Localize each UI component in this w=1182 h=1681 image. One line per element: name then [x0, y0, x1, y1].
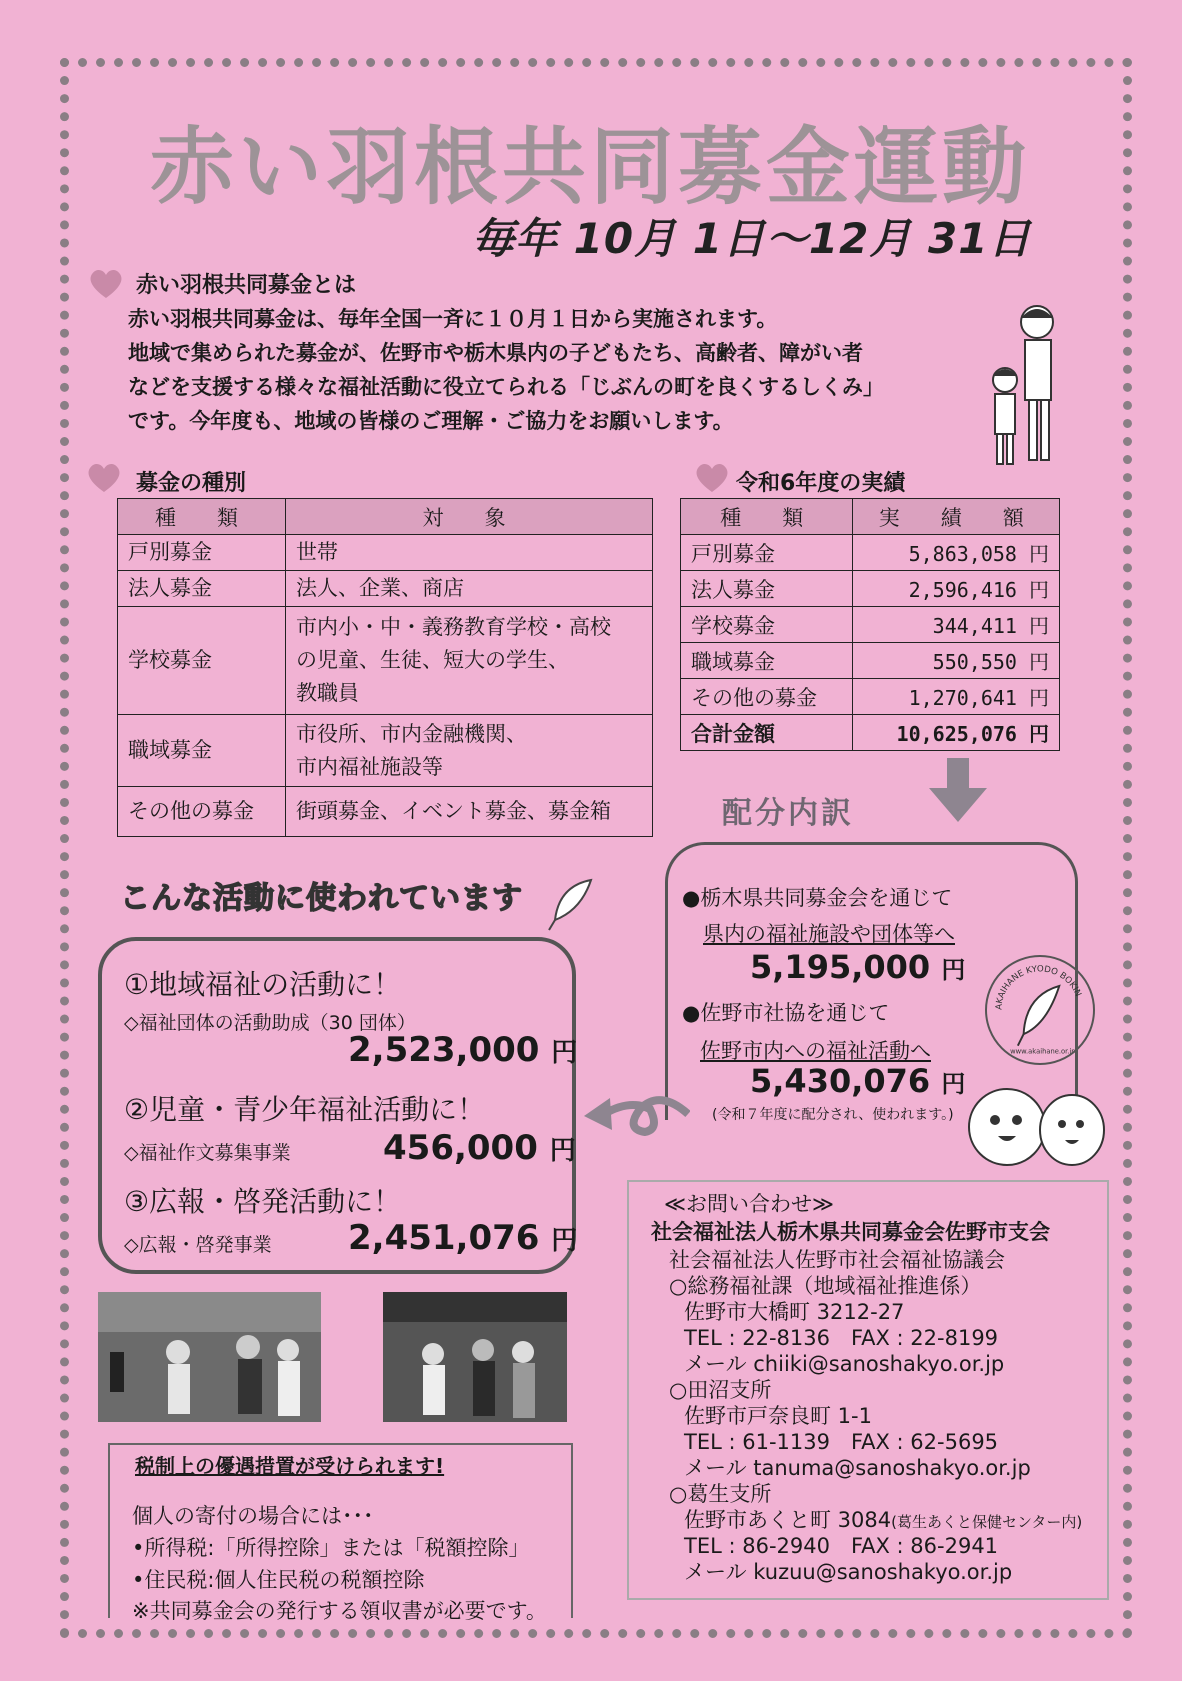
logo-url: www.akaihane.or.jp	[1010, 1047, 1076, 1056]
street-fundraising-photo	[98, 1292, 321, 1422]
type-cell: 学校募金	[118, 607, 286, 715]
office-name: ○田沼支所	[669, 1378, 772, 1402]
curved-arrow-left-icon	[580, 1084, 690, 1144]
amount-value: 2,523,000	[348, 1030, 540, 1070]
target-line: の児童、生徒、短大の学生、	[296, 648, 569, 672]
total-label: 合計金額	[681, 715, 853, 751]
address-text: 佐野市あくと町 3084	[684, 1508, 892, 1532]
office-email[interactable]: メール tanuma@sanoshakyo.or.jp	[684, 1456, 1031, 1480]
amount-value: 456,000	[383, 1128, 538, 1168]
arrow-down-icon	[925, 758, 991, 824]
office-phone: TEL : 86-2940 FAX : 86-2941	[684, 1534, 999, 1558]
distribution-amount-2	[750, 1062, 965, 1100]
table-row	[118, 607, 653, 715]
red-feather-logo	[985, 955, 1095, 1065]
activity-amount	[348, 1030, 577, 1070]
mascot-characters-illustration	[962, 1072, 1112, 1168]
office-phone: TEL : 61-1139 FAX : 62-5695	[684, 1430, 999, 1454]
heart-icon	[88, 266, 124, 300]
page-title: 赤い羽根共同募金運動	[150, 118, 1031, 216]
target-cell: 街頭募金、イベント募金、募金箱	[286, 787, 653, 837]
distribution-note: (令和７年度に配分され、使われます。)	[712, 1107, 954, 1123]
target-cell: 世帯	[286, 535, 653, 571]
about-line: 地域で集められた募金が、佐野市や栃木県内の子どもたち、高齢者、障がい者	[128, 341, 863, 365]
activities-title: こんな活動に使われています	[120, 881, 523, 916]
results-heading: 令和6年度の実績	[736, 471, 906, 496]
address-note: (葛生あくと保健センター内)	[891, 1513, 1083, 1531]
column-header: 対 象	[286, 499, 653, 535]
yen-label: 円	[941, 956, 966, 984]
table-row	[681, 679, 1060, 715]
contact-heading: ≪お問い合わせ≫	[664, 1192, 834, 1216]
table-row	[681, 643, 1060, 679]
type-cell: 職域募金	[681, 643, 853, 679]
column-header: 実 績 額	[853, 499, 1060, 535]
type-cell: 戸別募金	[681, 535, 853, 571]
type-cell: 戸別募金	[118, 535, 286, 571]
distribution-item-1: ●栃木県共同募金会を通じて	[682, 886, 953, 910]
office-name: ○総務福祉課（地域福祉推進係）	[669, 1274, 982, 1298]
fundraising-types-table	[117, 498, 653, 837]
type-cell: 法人募金	[118, 571, 286, 607]
total-row	[681, 715, 1060, 751]
feather-icon	[545, 876, 595, 932]
distribution-item-2-target: 佐野市内への福祉活動へ	[700, 1039, 931, 1063]
table-row	[118, 787, 653, 837]
tax-title: 税制上の優遇措置が受けられます!	[135, 1454, 445, 1478]
table-row	[681, 571, 1060, 607]
activity-amount	[383, 1128, 576, 1168]
table-row	[681, 535, 1060, 571]
type-cell: 法人募金	[681, 571, 853, 607]
about-line: 赤い羽根共同募金は、毎年全国一斉に１０月１日から実施されます。	[128, 307, 778, 331]
about-text	[128, 302, 988, 438]
table-row	[118, 715, 653, 787]
amount-value: 5,195,000	[750, 948, 931, 986]
target-cell: 法人、企業、商店	[286, 571, 653, 607]
target-line: 市内小・中・義務教育学校・高校	[296, 615, 611, 639]
activity-heading: ③広報・啓発活動に！	[124, 1185, 402, 1218]
contact-box	[627, 1180, 1109, 1600]
office-phone: TEL : 22-8136 FAX : 22-8199	[684, 1326, 999, 1350]
total-amount: 10,625,076 円	[853, 715, 1060, 751]
yen-label: 円	[941, 1070, 966, 1098]
activity-detail: ◇福祉作文募集事業	[124, 1142, 291, 1164]
table-row	[118, 571, 653, 607]
breakdown-label: 配分内訳	[722, 796, 854, 831]
distribution-item-2: ●佐野市社協を通じて	[682, 1001, 890, 1025]
target-cell	[286, 715, 653, 787]
amount-value: 2,451,076	[348, 1218, 540, 1258]
distribution-item-1-target: 県内の福祉施設や団体等へ	[703, 922, 955, 946]
column-header: 種 類	[681, 499, 853, 535]
activity-detail: ◇広報・啓発事業	[124, 1234, 272, 1256]
table-header-row	[681, 499, 1060, 535]
amount-cell: 5,863,058 円	[853, 535, 1060, 571]
yen-label: 円	[549, 1136, 576, 1166]
activity-detail: ◇福祉団体の活動助成（30 団体）	[124, 1012, 416, 1034]
type-cell: 職域募金	[118, 715, 286, 787]
office-email[interactable]: メール kuzuu@sanoshakyo.or.jp	[684, 1560, 1013, 1584]
distribution-amount-1	[750, 948, 965, 986]
heart-icon	[694, 460, 730, 494]
office-address: 佐野市戸奈良町 1-1	[684, 1404, 872, 1428]
campaign-period: 毎年 10月 1日～12月 31日	[472, 214, 1032, 263]
tax-line: •所得税:「所得控除」または「税額控除」	[132, 1536, 530, 1560]
contact-org: 社会福祉法人栃木県共同募金会佐野市支会	[651, 1220, 1050, 1244]
types-heading: 募金の種別	[136, 471, 247, 496]
activity-heading: ②児童・青少年福祉活動に！	[124, 1093, 486, 1126]
target-line: 教職員	[296, 681, 359, 705]
amount-cell: 344,411 円	[853, 607, 1060, 643]
office-name: ○葛生支所	[669, 1482, 772, 1506]
yen-label: 円	[551, 1226, 578, 1256]
about-line: などを支援する様々な福祉活動に役立てられる「じぶんの町を良くするしくみ」	[128, 375, 884, 399]
heart-icon	[86, 460, 122, 494]
table-header-row	[118, 499, 653, 535]
target-line: 市役所、市内金融機関、	[296, 721, 527, 746]
tax-line: 個人の寄付の場合には･･･	[132, 1504, 374, 1528]
type-cell: その他の募金	[681, 679, 853, 715]
amount-cell: 2,596,416 円	[853, 571, 1060, 607]
table-row	[118, 535, 653, 571]
activity-heading: ①地域福祉の活動に！	[124, 968, 402, 1001]
fundraising-event-photo	[383, 1292, 567, 1422]
activity-amount	[348, 1218, 577, 1258]
children-with-feather-illustration	[985, 300, 1065, 470]
office-address: 佐野市大橋町 3212-27	[684, 1300, 905, 1324]
logo-text: AKAIHANE KYODO BOKIN	[994, 964, 1083, 1011]
results-table	[680, 498, 1060, 751]
tax-line: ※共同募金会の発行する領収書が必要です。	[132, 1599, 547, 1623]
target-cell	[286, 607, 653, 715]
target-line: 市内福祉施設等	[296, 754, 443, 779]
type-cell: その他の募金	[118, 787, 286, 837]
amount-cell: 1,270,641 円	[853, 679, 1060, 715]
about-line: です。今年度も、地域の皆様のご理解・ご協力をお願いします。	[128, 409, 734, 433]
table-row	[681, 607, 1060, 643]
amount-value: 5,430,076	[750, 1062, 931, 1100]
tax-line: •住民税:個人住民税の税額控除	[132, 1568, 425, 1592]
about-heading: 赤い羽根共同募金とは	[136, 273, 357, 298]
amount-cell: 550,550 円	[853, 643, 1060, 679]
yen-label: 円	[551, 1038, 578, 1068]
contact-org: 社会福祉法人佐野市社会福祉協議会	[669, 1248, 1005, 1272]
type-cell: 学校募金	[681, 607, 853, 643]
office-email[interactable]: メール chiiki@sanoshakyo.or.jp	[684, 1352, 1005, 1376]
column-header: 種 類	[118, 499, 286, 535]
